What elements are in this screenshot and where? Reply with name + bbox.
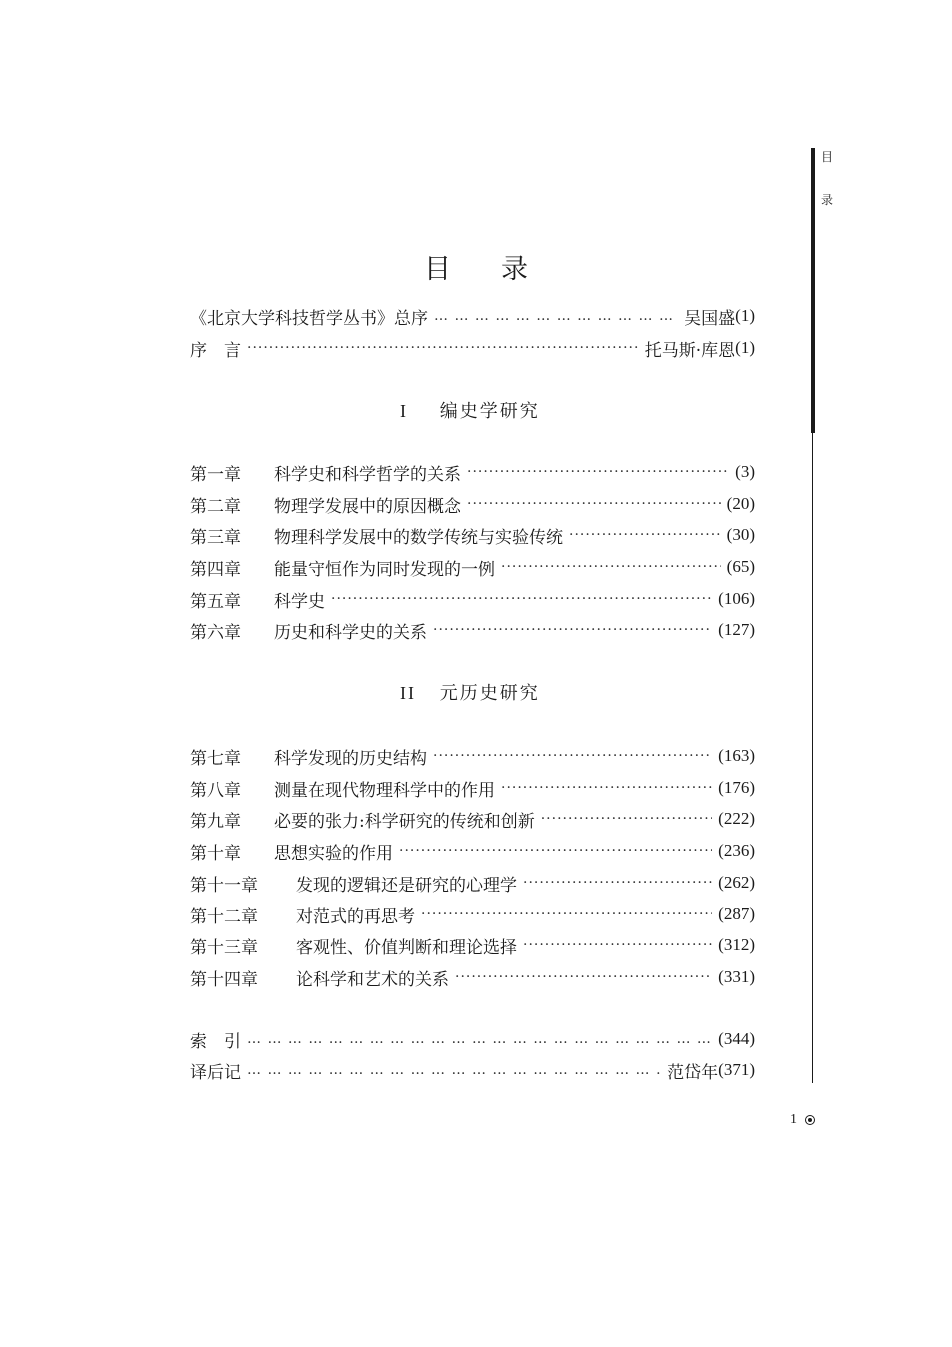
chapter-number: 第四章: [190, 559, 241, 580]
section-title: 元历史研究: [439, 683, 540, 704]
section-number: II: [400, 683, 416, 703]
toc-entry: [190, 900, 755, 928]
entry-page: (1): [735, 306, 755, 325]
leader-dots: [247, 1031, 712, 1047]
leader-dots: [467, 496, 721, 512]
section-heading-1: [400, 398, 540, 425]
chapter-title: 发现的逻辑还是研究的心理学: [296, 875, 517, 896]
toc-entry: [190, 553, 755, 581]
leader-dots: [523, 875, 712, 891]
chapter-title: 能量守恒作为同时发现的一例: [274, 559, 495, 580]
chapter-title: 物理科学发展中的数学传统与实验传统: [274, 527, 563, 548]
chapter-page: (30): [726, 525, 755, 544]
toc-entry-series-preface: [190, 302, 755, 330]
chapter-number: 第七章: [190, 748, 241, 769]
chapter-number: 第十章: [190, 843, 241, 864]
chapter-page: (222): [718, 809, 755, 828]
chapter-page: (163): [718, 746, 755, 765]
leader-dots: [399, 843, 712, 859]
chapter-number: 第一章: [190, 464, 241, 485]
toc-entry: [190, 805, 755, 833]
chapter-page: (20): [726, 494, 755, 513]
leader-dots: [434, 308, 678, 324]
toc-entry: [190, 742, 755, 770]
toc-entry: [190, 963, 755, 991]
chapter-title: 科学史: [274, 591, 325, 612]
toc-entry: [190, 458, 755, 486]
chapter-title: 对范式的再思考: [296, 906, 415, 927]
leader-dots: [247, 1062, 661, 1078]
chapter-title: 科学史和科学哲学的关系: [274, 464, 461, 485]
section-heading-2: [400, 680, 540, 707]
chapter-page: (176): [718, 778, 755, 797]
chapter-page: (106): [718, 589, 755, 608]
leader-dots: [523, 937, 712, 953]
page-number: [790, 1112, 815, 1128]
chapter-number: 第八章: [190, 780, 241, 801]
entry-author: 托马斯·库恩: [644, 340, 736, 361]
leader-dots: [247, 340, 639, 356]
leader-dots: [331, 591, 712, 607]
leader-dots: [569, 527, 721, 543]
chapter-title: 必要的张力:科学研究的传统和创新: [274, 811, 535, 832]
side-tab-char-1: 目: [821, 150, 834, 164]
toc-entry-preface: [190, 334, 755, 362]
entry-title: 《北京大学科技哲学丛书》总序: [190, 308, 428, 329]
entry-author: 吴国盛: [684, 308, 736, 329]
toc-entry: [190, 616, 755, 644]
chapter-number: 第三章: [190, 527, 241, 548]
leader-dots: [501, 780, 712, 796]
chapter-page: (127): [718, 620, 755, 639]
section-title: 编史学研究: [439, 401, 540, 422]
entry-title: 译后记: [190, 1062, 241, 1083]
leader-dots: [467, 464, 729, 480]
toc-entry: [190, 774, 755, 802]
entry-page: (371): [718, 1060, 755, 1079]
chapter-number: 第十三章: [190, 937, 258, 958]
chapter-title: 思想实验的作用: [274, 843, 393, 864]
toc-entry: [190, 931, 755, 959]
chapter-page: (262): [718, 873, 755, 892]
entry-page: (344): [718, 1029, 755, 1048]
chapter-title: 物理学发展中的原因概念: [274, 496, 461, 517]
toc-entry: [190, 585, 755, 613]
chapter-number: 第十四章: [190, 969, 258, 990]
entry-author: 范岱年: [667, 1062, 719, 1083]
entry-page: (1): [735, 338, 755, 357]
leader-dots: [455, 969, 712, 985]
toc-entry: [190, 521, 755, 549]
side-tab-char-2: 录: [821, 193, 834, 207]
leader-dots: [433, 748, 712, 764]
chapter-title: 客观性、价值判断和理论选择: [296, 937, 517, 958]
section-number: I: [400, 401, 408, 421]
chapter-title: 科学发现的历史结构: [274, 748, 427, 769]
toc-entry: [190, 837, 755, 865]
chapter-page: (287): [718, 904, 755, 923]
side-tab-bar: [811, 148, 815, 433]
leader-dots: [421, 906, 712, 922]
toc-entry: [190, 490, 755, 518]
toc-entry: [190, 869, 755, 897]
side-rule: [812, 433, 813, 1083]
chapter-page: (65): [726, 557, 755, 576]
chapter-page: (236): [718, 841, 755, 860]
leader-dots: [501, 559, 721, 575]
leader-dots: [433, 622, 712, 638]
chapter-number: 第九章: [190, 811, 241, 832]
chapter-page: (331): [718, 967, 755, 986]
chapter-number: 第十一章: [190, 875, 258, 896]
chapter-number: 第十二章: [190, 906, 258, 927]
bullet-icon: [805, 1115, 815, 1125]
chapter-title: 测量在现代物理科学中的作用: [274, 780, 495, 801]
chapter-number: 第五章: [190, 591, 241, 612]
chapter-page: (3): [735, 462, 755, 481]
chapter-page: (312): [718, 935, 755, 954]
entry-title: 序 言: [190, 340, 241, 361]
leader-dots: [541, 811, 712, 827]
chapter-number: 第二章: [190, 496, 241, 517]
chapter-title: 论科学和艺术的关系: [296, 969, 449, 990]
toc-entry-afterword: [190, 1056, 755, 1084]
page-number-text: 1: [790, 1112, 797, 1127]
chapter-title: 历史和科学史的关系: [274, 622, 427, 643]
chapter-number: 第六章: [190, 622, 241, 643]
entry-title: 索 引: [190, 1031, 241, 1052]
toc-entry-index: [190, 1025, 755, 1053]
page-title: 目录: [424, 254, 578, 285]
